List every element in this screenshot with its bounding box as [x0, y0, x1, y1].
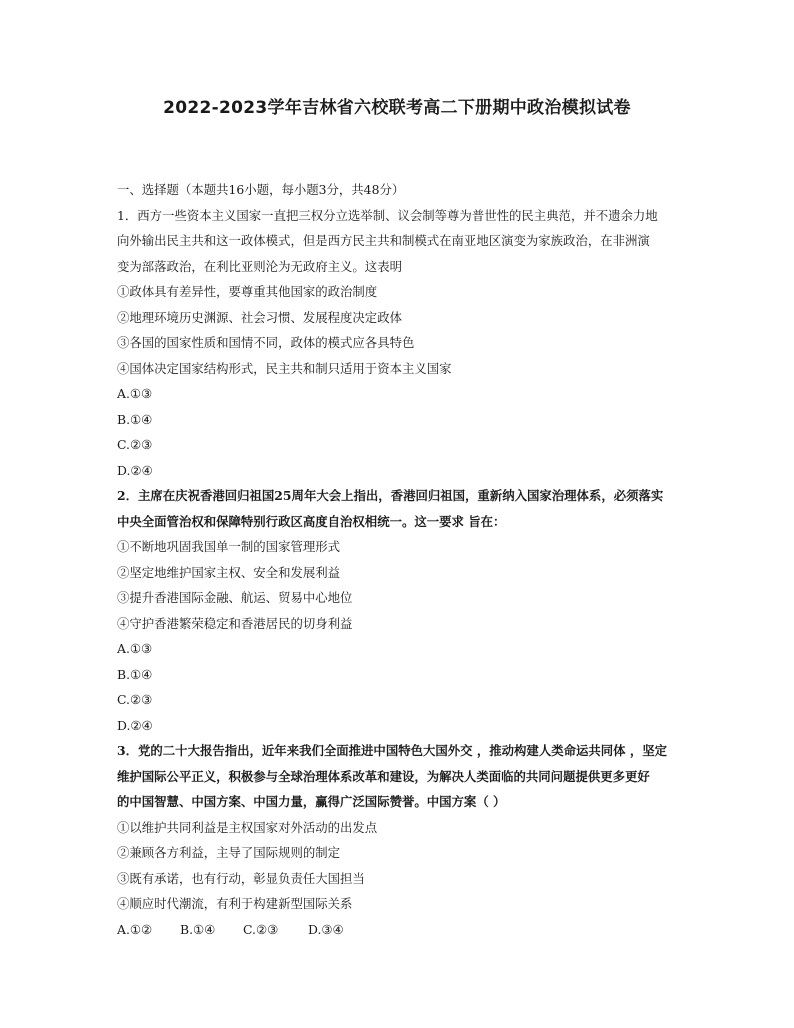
exam-content	[117, 177, 682, 942]
question-2	[117, 483, 682, 738]
statement: ①以维护共同利益是主权国家对外活动的出发点	[117, 819, 378, 835]
question-stem-line: 变为部落政治，在利比亚则沦为无政府主义。这表明	[117, 258, 402, 274]
question-1	[117, 203, 682, 484]
question-stem-line: 的中国智慧、中国方案、中国力量，赢得广泛国际赞誉。中国方案（ ）	[117, 794, 506, 809]
option-a: A.①③	[117, 641, 153, 656]
question-stem-line: 维护国际公平正义，积极参与全球治理体系改革和建设，为解决人类面临的共同问题提供更多更好	[117, 768, 650, 784]
statement: ①不断地巩固我国单一制的国家管理形式	[117, 539, 341, 554]
question-3	[117, 738, 682, 942]
question-stem-line: 中央全面管治权和保障特别行政区高度自治权相统一。这一要求 旨在：	[117, 513, 506, 529]
statement: ④守护香港繁荣稳定和香港居民的切身利益	[117, 615, 353, 631]
option-b: B.①④	[117, 411, 153, 427]
question-stem-line: 1．西方一些资本主义国家一直把三权分立选举制、议会制等尊为普世性的民主典范，并不遗余力地	[117, 207, 658, 223]
option-b: B.①④	[117, 666, 153, 682]
options-row	[117, 917, 682, 943]
statement: ③提升香港国际金融、航运、贸易中心地位	[117, 590, 353, 605]
statement: ③各国的国家性质和国情不同，政体的模式应各具特色	[117, 335, 415, 350]
statement: ③既有承诺，也有行动，彰显负责任大国担当	[117, 870, 365, 886]
exam-title: 2022-2023学年吉林省六校联考高二下册期中政治模拟试卷	[163, 98, 631, 118]
statement: ①政体具有差异性，要尊重其他国家的政治制度	[117, 284, 378, 299]
option-b: B.①④	[180, 921, 216, 937]
statement: ④国体决定国家结构形式，民主共和制只适用于资本主义国家	[117, 360, 452, 376]
statement: ②坚定地维护国家主权、安全和发展利益	[117, 564, 341, 580]
statement: ②地理环境历史渊源、社会习惯、发展程度决定政体	[117, 309, 402, 325]
option-c: C.②③	[117, 692, 153, 707]
question-stem-line: 向外输出民主共和这一政体模式，但是西方民主共和制模式在南亚地区演变为家族政治，在非洲演	[117, 233, 650, 248]
statement: ④顺应时代潮流，有利于构建新型国际关系	[117, 896, 353, 911]
option-c: C.②③	[117, 437, 153, 452]
statement: ②兼顾各方利益，主导了国际规则的制定	[117, 845, 341, 860]
option-d: D.③④	[308, 921, 344, 937]
option-a: A.①③	[117, 386, 153, 401]
option-d: D.②④	[117, 717, 153, 733]
option-c: C.②③	[243, 921, 279, 937]
option-a: A.①②	[117, 921, 153, 937]
question-stem-line: 3．党的二十大报告指出，近年来我们全面推进中国特色大国外交 ，推动构建人类命运共同体 ，坚定	[117, 743, 668, 758]
option-d: D.②④	[117, 462, 153, 478]
question-stem-line: 2．主席在庆祝香港回归祖国25周年大会上指出，香港回归祖国，重新纳入国家治理体系，必须落实	[117, 488, 664, 503]
section-header: 一、选择题（本题共16小题，每小题3分，共48分）	[117, 182, 405, 197]
